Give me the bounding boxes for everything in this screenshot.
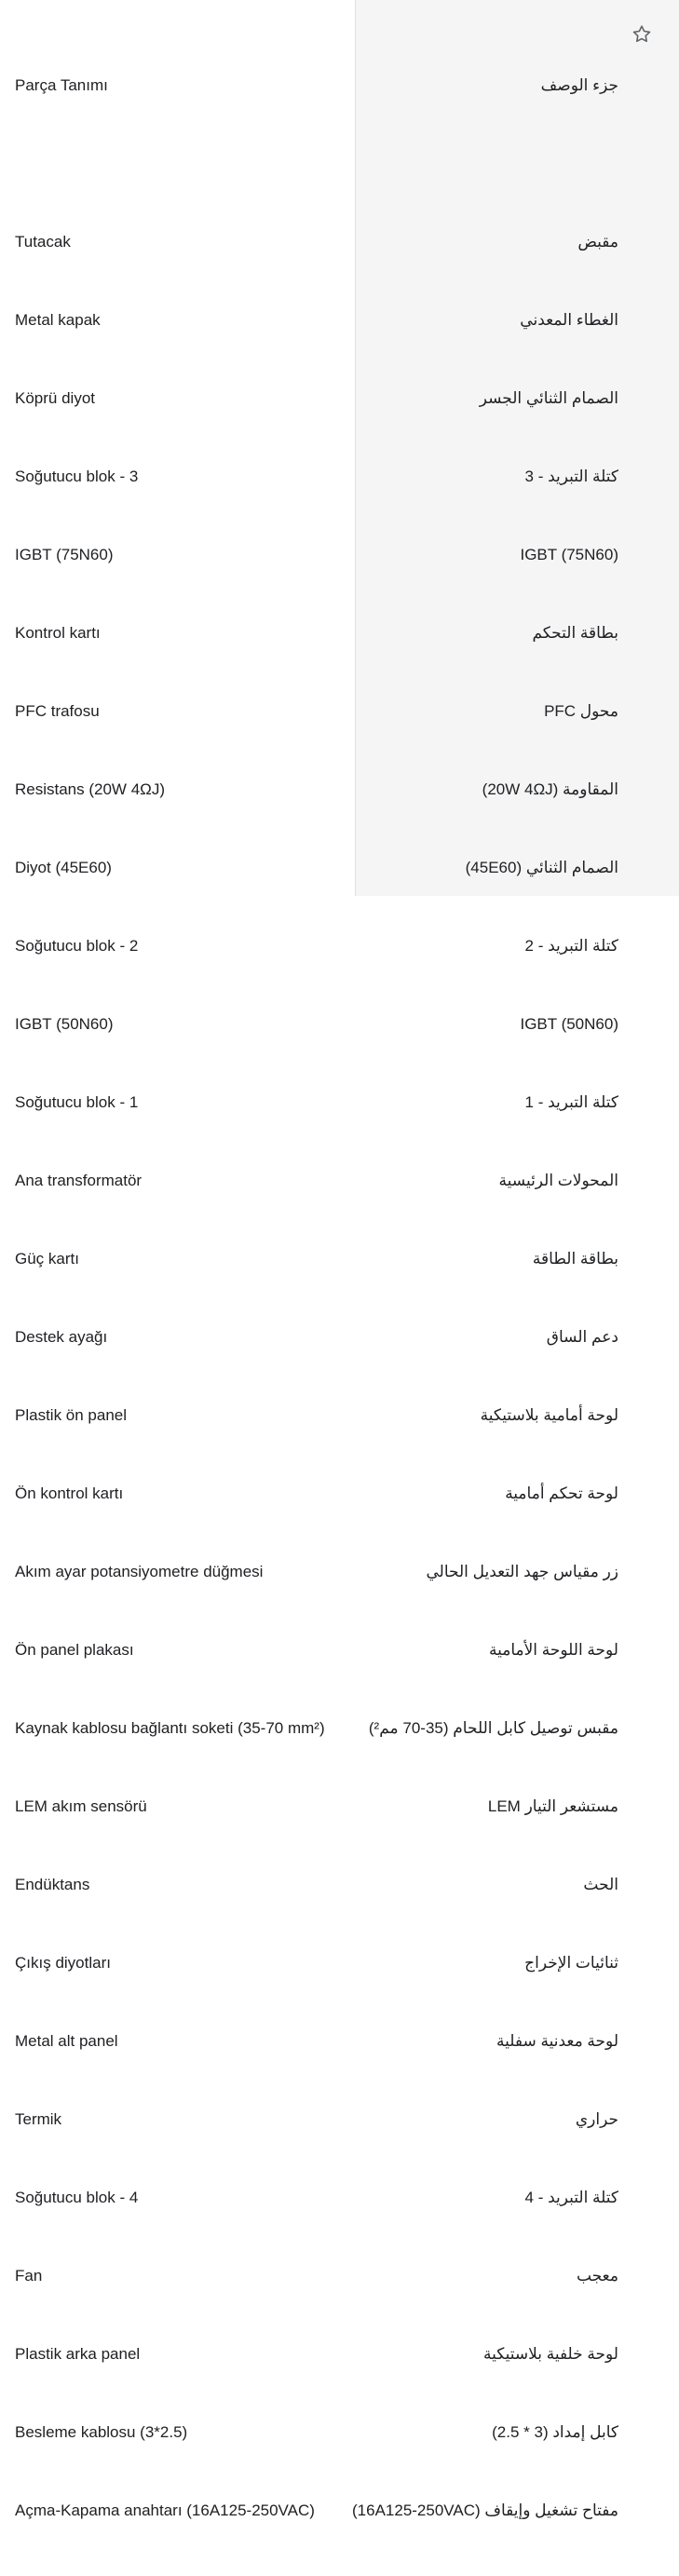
source-line: Besleme kablosu (3*2.5)	[15, 2423, 188, 2441]
star-outline-icon	[631, 23, 653, 46]
source-line: PFC trafosu	[15, 702, 100, 720]
source-line	[15, 151, 347, 177]
translation-line: لوحة اللوحة الأمامية	[488, 1641, 618, 1659]
translation-line: كتلة التبريد - 4	[524, 2189, 618, 2206]
source-line: Akım ayar potansiyometre düğmesi	[15, 1563, 264, 1580]
translation-text	[351, 20, 618, 2576]
source-line: Plastik ön panel	[15, 1406, 128, 1424]
translation-line: كتلة التبريد - 3	[524, 468, 618, 485]
translation-line: جزء الوصف	[540, 76, 618, 94]
translation-line: كابل إمداد (3 * 2.5)	[492, 2423, 618, 2441]
translation-line: ثنائيات الإخراج	[524, 1954, 618, 1972]
source-line: Çıkış diyotları	[15, 1954, 111, 1972]
translation-line: الحث	[583, 1876, 618, 1893]
translation-line: زر مقياس جهد التعديل الحالي	[426, 1563, 618, 1580]
source-line: Açma-Kapama anahtarı (16A125-250VAC)	[15, 2501, 315, 2519]
translation-line	[363, 151, 618, 177]
source-line: LEM akım sensörü	[15, 1797, 147, 1815]
source-line: Termik	[15, 2110, 62, 2128]
source-line: Parça Tanımı	[15, 76, 108, 94]
translation-line: بطاقة الطاقة	[532, 1250, 618, 1268]
translation-line: المقاومة (20W 4ΩJ)	[482, 780, 618, 798]
translation-line: المحولات الرئيسية	[498, 1172, 618, 1189]
source-line: Ön kontrol kartı	[15, 1485, 124, 1502]
source-line: Metal alt panel	[15, 2032, 118, 2050]
source-line: Kaynak kablosu bağlantı soketi (35-70 mm²)	[15, 1719, 325, 1737]
source-line: Diyot (45E60)	[15, 859, 112, 876]
translation-line: لوحة خلفية بلاستيكية	[482, 2345, 618, 2363]
translation-line: الصمام الثنائي الجسر	[479, 389, 618, 407]
translation-line: كتلة التبريد - 1	[524, 1093, 618, 1111]
translation-line: لوحة معدنية سفلية	[496, 2032, 618, 2050]
translation-line: مستشعر التيار LEM	[487, 1797, 618, 1815]
translation-line: IGBT (75N60)	[520, 546, 618, 563]
source-line: Tutacak	[15, 233, 71, 251]
translation-line: مقبس توصيل كابل اللحام (35-70 مم²)	[368, 1719, 618, 1737]
source-line: Plastik arka panel	[15, 2345, 141, 2363]
translation-line: حراري	[575, 2110, 618, 2128]
source-line: Metal kapak	[15, 311, 101, 329]
source-line: Güç kartı	[15, 1250, 79, 1268]
translation-line: دعم الساق	[546, 1328, 618, 1346]
source-line: Soğutucu blok - 3	[15, 468, 139, 485]
source-line: IGBT (50N60)	[15, 1015, 114, 1033]
source-line: Endüktans	[15, 1876, 90, 1893]
translation-line: معجب	[577, 2267, 618, 2285]
source-line: Soğutucu blok - 4	[15, 2189, 139, 2206]
translation-line: مفتاح تشغيل وإيقاف (16A125-250VAC)	[351, 2501, 618, 2519]
translation-line: بطاقة التحكم	[532, 624, 618, 642]
translation-line: كتلة التبريد - 2	[524, 937, 618, 955]
source-line: Destek ayağı	[15, 1328, 108, 1346]
source-line: Soğutucu blok - 1	[15, 1093, 139, 1111]
source-line: Kontrol kartı	[15, 624, 101, 642]
translation-line: محول PFC	[544, 702, 618, 720]
source-text	[15, 20, 347, 2576]
translation-line: الغطاء المعدني	[520, 311, 618, 329]
source-line: Köprü diyot	[15, 389, 95, 407]
source-line: Ana transformatör	[15, 1172, 143, 1189]
source-line: Ön panel plakası	[15, 1641, 134, 1659]
source-line: IGBT (75N60)	[15, 546, 114, 563]
source-line: Fan	[15, 2267, 43, 2285]
save-translation-button[interactable]	[631, 23, 653, 46]
translation-line: لوحة أمامية بلاستيكية	[480, 1406, 618, 1424]
translation-line: لوحة تحكم أمامية	[505, 1485, 618, 1502]
translation-line: مقبض	[577, 233, 618, 251]
source-line: Resistans (20W 4ΩJ)	[15, 780, 166, 798]
source-line: Soğutucu blok - 2	[15, 937, 139, 955]
translation-output-pane	[351, 0, 679, 2519]
translation-line: الصمام الثنائي (45E60)	[465, 859, 618, 876]
translation-line: IGBT (50N60)	[520, 1015, 618, 1033]
